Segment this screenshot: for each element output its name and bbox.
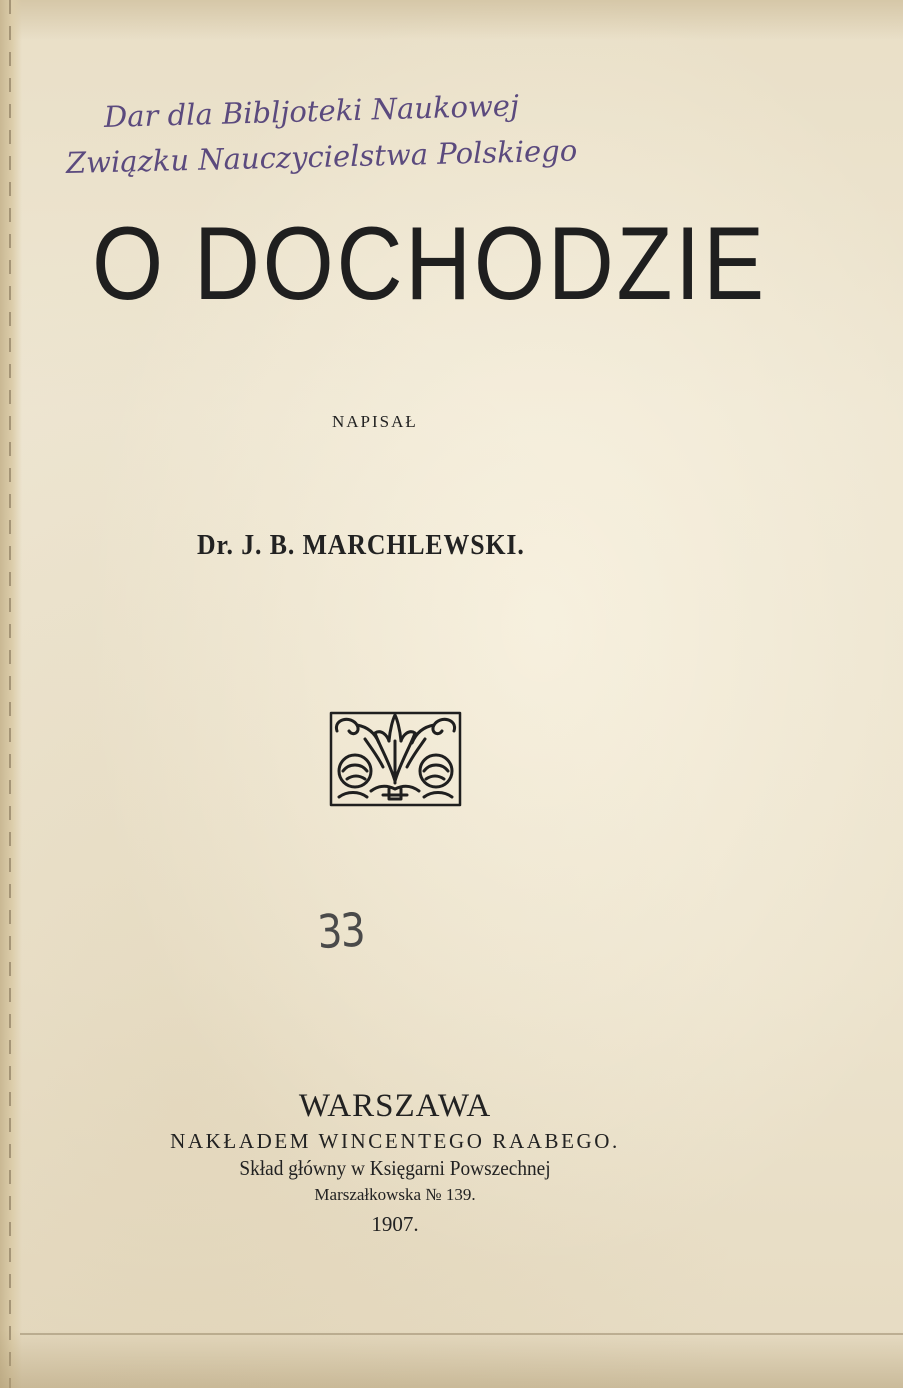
imprint-warehouse: Skład główny w Księgarni Powszechnej	[239, 1156, 551, 1180]
byline-label: NAPISAŁ	[332, 412, 418, 431]
page-bottom-edge-line	[20, 1333, 903, 1335]
imprint-address: Marszałkowska № 139.	[314, 1185, 476, 1204]
imprint-city: WARSZAWA	[298, 1088, 492, 1124]
library-stamp-line-1: Dar dla Bibljoteki Naukowej	[103, 88, 520, 134]
library-stamp-line-2: Związku Nauczycielstwa Polskiego	[65, 133, 578, 180]
binding-spine	[0, 0, 22, 1388]
page-bottom-shadow	[0, 1330, 903, 1388]
author-name: Dr. J. B. MARCHLEWSKI.	[197, 530, 525, 561]
page-top-shadow	[0, 0, 903, 40]
imprint-year: 1907.	[371, 1212, 419, 1236]
binding-stitches	[9, 0, 11, 1388]
art-nouveau-ornament-icon	[323, 705, 468, 813]
handwritten-number: 33	[316, 902, 366, 959]
imprint-publisher: NAKŁADEM WINCENTEGO RAABEGO.	[170, 1129, 620, 1153]
book-title: O DOCHODZIE	[92, 206, 767, 322]
